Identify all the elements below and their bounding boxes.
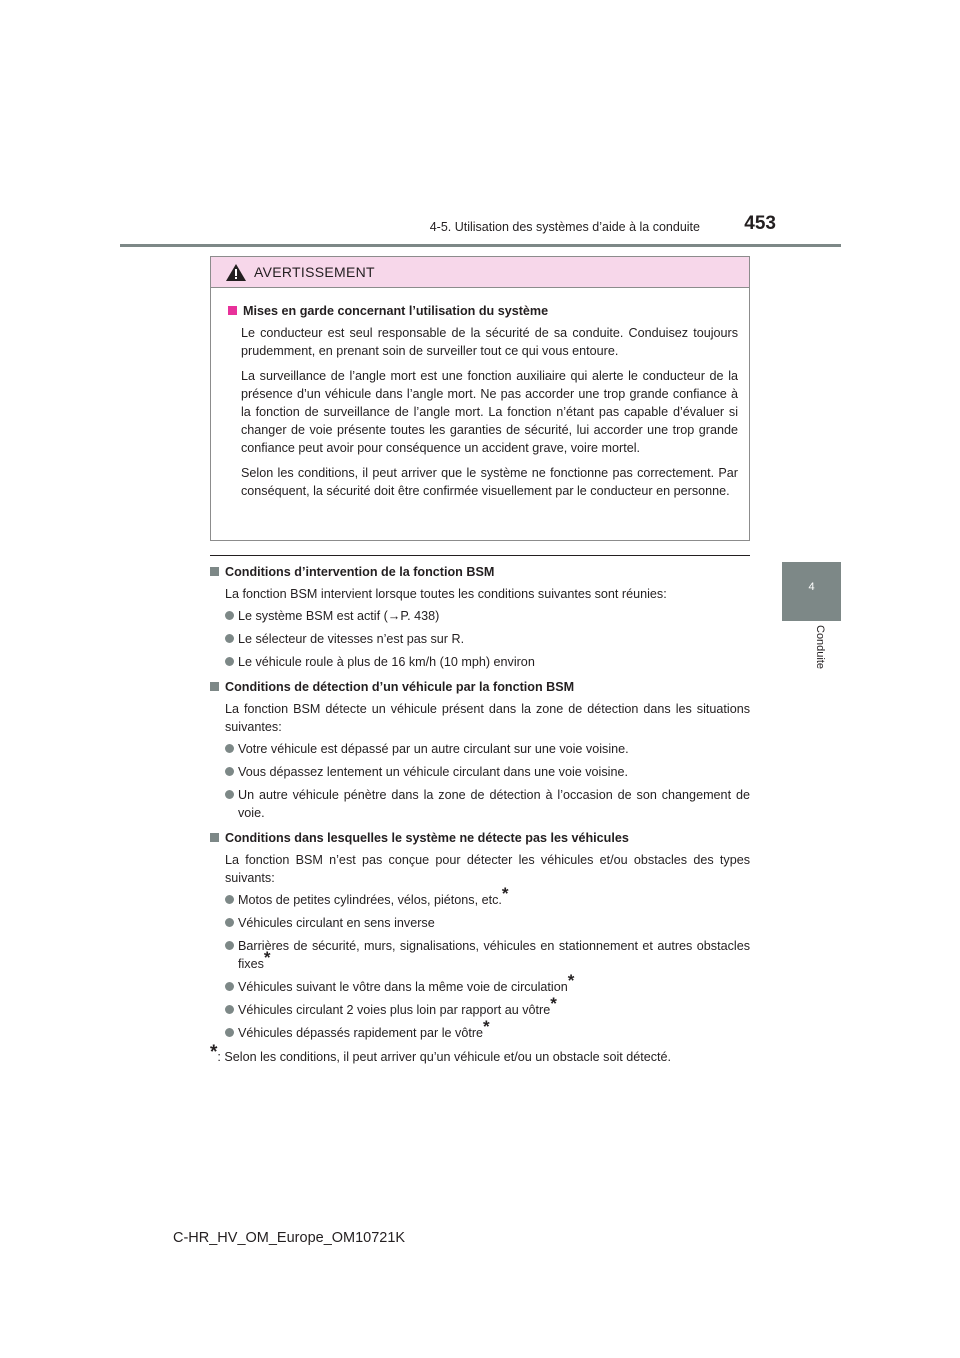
bullet-dot-icon: [225, 611, 234, 620]
bullet-dot-icon: [225, 1005, 234, 1014]
asterisk-mark: *: [501, 884, 509, 903]
bullet-dot-icon: [225, 982, 234, 991]
asterisk-mark: *: [567, 971, 575, 990]
list-item: [210, 740, 750, 758]
list-item-text: Votre véhicule est dépassé par un autre circulant sur une voie voisine.: [238, 742, 629, 756]
warning-body: [211, 288, 749, 500]
warning-box: [210, 256, 750, 541]
section-title-text: Conditions de détection d’un véhicule par la fonction BSM: [225, 680, 575, 694]
grey-square-icon: [210, 682, 219, 691]
bullet-dot-icon: [225, 790, 234, 799]
list-item: [210, 607, 750, 625]
list-item: [210, 763, 750, 781]
warning-paragraph: Selon les conditions, il peut arriver que le système ne fonctionne pas correctement. Par conséquent, la sécurité doit être confirmée visuellement par le conducteur en personne.: [241, 466, 738, 498]
footnote: [210, 1042, 750, 1066]
list-item-text: Le sélecteur de vitesses n’est pas sur R.: [238, 632, 465, 646]
warning-title: [228, 302, 738, 320]
list-item: [210, 653, 750, 671]
warning-header: [211, 257, 749, 288]
bullet-dot-icon: [225, 1028, 234, 1037]
section-title: [210, 678, 750, 696]
footer-code: C-HR_HV_OM_Europe_OM10721K: [173, 1230, 406, 1246]
list-item-text: Barrières de sécurité, murs, signalisations, véhicules en stationnement et autres obstacles fixes: [238, 939, 750, 971]
list-item-text: Vous dépassez lentement un véhicule circulant dans une voie voisine.: [238, 765, 628, 779]
warning-paragraph: Le conducteur est seul responsable de la sécurité de sa conduite. Conduisez toujours prudemment, en prenant soin de surveiller tout ce qui vous entoure.: [241, 326, 738, 358]
list-item-text: Le véhicule roule à plus de 16 km/h (10 mph) environ: [238, 655, 535, 669]
list-item-text: Motos de petites cylindrées, vélos, piétons, etc.: [238, 893, 502, 907]
main-content: [210, 563, 750, 1066]
side-tab-label: Conduite: [814, 625, 826, 670]
list-item-text: Véhicules dépassés rapidement par le vôtre: [238, 1026, 484, 1040]
list-item-text: Un autre véhicule pénètre dans la zone de détection à l’occasion de son changement de voie.: [238, 788, 750, 820]
list-item-text: Véhicules circulant 2 voies plus loin par rapport au vôtre: [238, 1003, 551, 1017]
grey-square-icon: [210, 567, 219, 576]
section-description: La fonction BSM intervient lorsque toutes les conditions suivantes sont réunies:: [225, 587, 667, 601]
footnote-text: : Selon les conditions, il peut arriver qu’un véhicule et/ou un obstacle soit détecté.: [217, 1050, 672, 1064]
list-item-text: Le système BSM est actif (→P. 438): [238, 609, 440, 623]
list-item: [210, 630, 750, 648]
section-title-text: Conditions dans lesquelles le système ne détecte pas les véhicules: [225, 831, 629, 845]
page-number: 453: [744, 213, 776, 234]
chapter-title: 4-5. Utilisation des systèmes d’aide à la conduite: [429, 220, 700, 234]
section-rule: [210, 555, 750, 556]
list-item: [210, 971, 750, 996]
grey-square-icon: [210, 833, 219, 842]
bullet-dot-icon: [225, 657, 234, 666]
section-description: La fonction BSM détecte un véhicule présent dans la zone de détection dans les situations suivantes:: [225, 702, 750, 734]
warning-label: AVERTISSEMENT: [254, 264, 375, 280]
warning-title-text: Mises en garde concernant l’utilisation du système: [243, 304, 549, 318]
bullet-dot-icon: [225, 744, 234, 753]
bullet-dot-icon: [225, 634, 234, 643]
warning-triangle-icon: [226, 264, 246, 281]
list-item-text: Véhicules circulant en sens inverse: [238, 916, 435, 930]
bullet-dot-icon: [225, 941, 234, 950]
pink-square-icon: [228, 306, 237, 315]
list-item: [210, 1017, 750, 1042]
header-rule: [120, 244, 841, 247]
list-item: [210, 994, 750, 1019]
asterisk-mark: *: [210, 1042, 218, 1063]
list-item: [210, 786, 750, 822]
asterisk-mark: *: [263, 948, 271, 967]
section-title-text: Conditions d’intervention de la fonction BSM: [225, 565, 495, 579]
bullet-dot-icon: [225, 918, 234, 927]
section-title: [210, 829, 750, 847]
side-tab-number: 4: [782, 562, 841, 621]
asterisk-mark: *: [550, 994, 557, 1013]
list-item: [210, 884, 750, 909]
bullet-dot-icon: [225, 767, 234, 776]
warning-paragraph: La surveillance de l’angle mort est une fonction auxiliaire qui alerte le conducteur de la présence d’un véhicule dans l’angle mort. Ne pas accorder une trop grande confiance à la fonction de surveillance de l’angle mort. La fonction n’étant pas capable d’évaluer si changer de voie présente toutes les garanties de sécurité, lui accorder une trop grande confiance peut avoir pour conséquence un accident grave, voire mortel.: [241, 369, 738, 455]
section-title: [210, 563, 750, 581]
asterisk-mark: *: [483, 1017, 490, 1036]
bullet-dot-icon: [225, 895, 234, 904]
list-item: [210, 914, 750, 932]
section-description: La fonction BSM n’est pas conçue pour détecter les véhicules et/ou obstacles des types suivants:: [225, 853, 750, 885]
list-item-text: Véhicules suivant le vôtre dans la même voie de circulation: [238, 980, 568, 994]
list-item: [210, 937, 750, 973]
